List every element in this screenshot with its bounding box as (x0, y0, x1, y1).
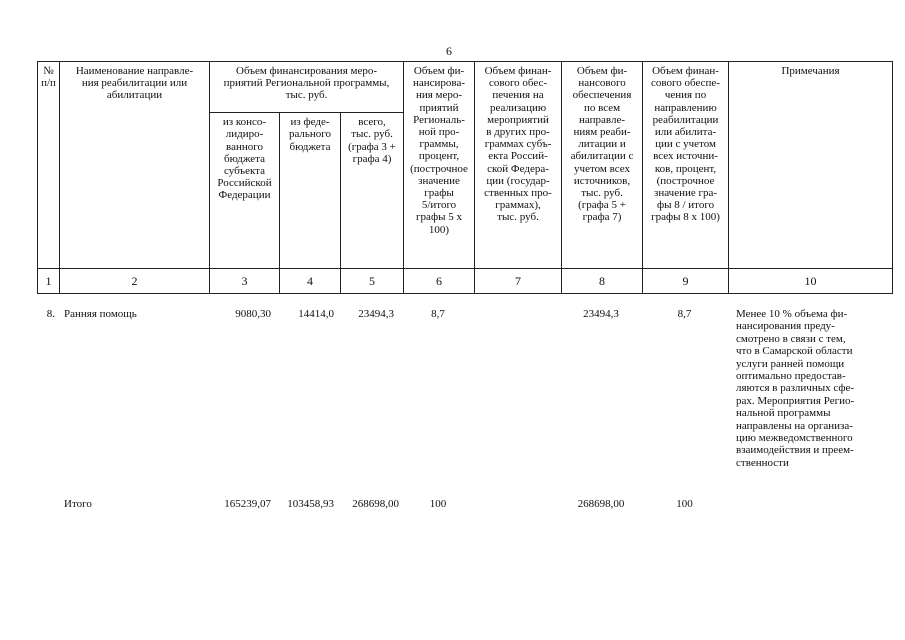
col-number-6: 6 (404, 269, 475, 294)
col-number-9: 9 (643, 269, 729, 294)
total-consolidated-budget: 165239,07 (224, 498, 271, 510)
total-program: 268698,00 (352, 498, 399, 510)
row-total-program: 23494,3 (358, 308, 394, 320)
header-col8: Объем фи- нансового обеспечения по всем направле- ниям реаби- литации и абилитации с учетом всех источников, тыс. руб. (графа 5 + графа 7) (562, 62, 643, 269)
col-number-1: 1 (38, 269, 60, 294)
row-consolidated-budget: 9080,30 (235, 308, 271, 320)
row-number: 8. (46, 308, 55, 320)
col-number-5: 5 (341, 269, 404, 294)
page-number: 6 (446, 44, 452, 58)
header-col-notes: Примечания (729, 62, 893, 269)
col-number-3: 3 (210, 269, 280, 294)
total-all-sources-percent: 100 (676, 498, 693, 510)
col-number-8: 8 (562, 269, 643, 294)
header-col-num: № п/п (38, 62, 60, 269)
row-direction-name: Ранняя помощь (64, 308, 137, 320)
financing-table-header (37, 61, 893, 294)
row-program-percent: 8,7 (431, 308, 445, 320)
header-col4: из феде- рального бюджета (280, 113, 341, 269)
header-col5: всего, тыс. руб. (графа 3 + графа 4) (341, 113, 404, 269)
col-number-7: 7 (475, 269, 562, 294)
row-all-sources-percent: 8,7 (677, 308, 692, 320)
header-col-direction: Наименование направле- ния реабилитации или абилитации (60, 62, 210, 269)
total-federal-budget: 103458,93 (287, 498, 334, 510)
total-all-sources: 268698,00 (577, 498, 625, 510)
col-number-2: 2 (60, 269, 210, 294)
header-group-financing: Объем финансирования меро- приятий Региональной программы, тыс. руб. (210, 62, 404, 113)
header-col7: Объем финан- сового обес- печения на реализацию мероприятий в других про- граммах субъ- екта Россий- ской Федера- ции (государ- ственных про- граммах), тыс. руб. (475, 62, 562, 269)
header-col6: Объем фи- нансирова- ния меро- приятий Региональ- ной про- граммы, процент, (построчное значение графы 5/итого графы 5 x 100) (404, 62, 475, 269)
total-label: Итого (64, 498, 92, 510)
total-program-percent: 100 (429, 498, 447, 510)
header-col3: из консо- лидиро- ванного бюджета субъекта Российской Федерации (210, 113, 280, 269)
col-number-10: 10 (729, 269, 893, 294)
row-all-sources: 23494,3 (583, 308, 619, 320)
header-col9: Объем финан- сового обеспе- чения по направлению реабилитации или абилита- ции с учетом всех источни- ков, процент, (построчное значение гра- фы 8 / итого графы 8 x 100) (643, 62, 729, 269)
col-number-4: 4 (280, 269, 341, 294)
row-federal-budget: 14414,0 (298, 308, 334, 320)
row-note: Менее 10 % объема фи- нансирования преду- смотрено в связи с тем, что в Самарской области услуги ранней помощи оптимально предостав- ляются в различных сфе- рах. Мероприятия Регио- нальной программы направлены на организа- цию межведомственного взаимодействия и преем- ственности (736, 308, 855, 469)
